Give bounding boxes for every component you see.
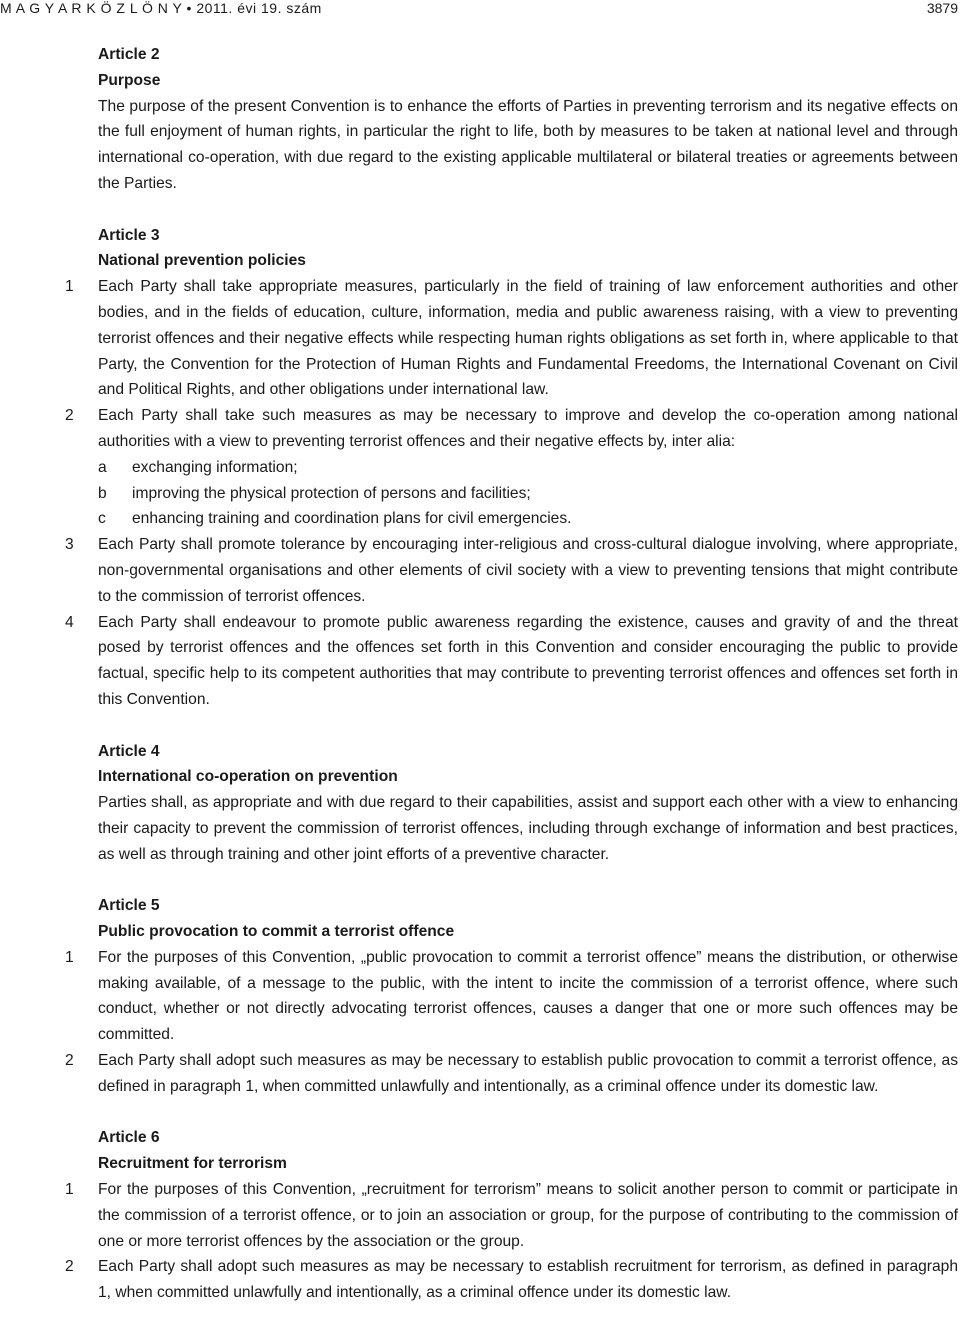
paragraph-number: 1 <box>65 1181 74 1199</box>
header-bullet: • <box>186 0 192 16</box>
paragraph-1 <box>65 1177 958 1254</box>
paragraph-text: Each Party shall promote tolerance by encouraging inter-religious and cross-cultural dialogue involving, where appropriate, non-governmental organisations and other elements of civil society with a view to preventing tensions that might contribute to the commission of terrorist offences. <box>98 536 958 605</box>
article-6 <box>65 1125 958 1306</box>
article-2 <box>98 42 958 197</box>
subitem-b <box>98 481 958 507</box>
paragraph-text: Each Party shall endeavour to promote public awareness regarding the existence, causes and gravity of and the threat posed by terrorist offences and the offences set forth in this Convention and consider encouraging the public to provide factual, specific help to its competent authorities that may contribute to preventing terrorist offences and offences set forth in this Convention. <box>98 613 958 708</box>
paragraph-2 <box>65 1254 958 1306</box>
paragraph-number: 2 <box>65 407 74 425</box>
paragraph-2 <box>65 403 958 455</box>
article-number: Article 5 <box>98 897 160 915</box>
article-title: National prevention policies <box>98 252 306 270</box>
document-body <box>65 42 958 1332</box>
paragraph-text: For the purposes of this Convention, „public provocation to commit a terrorist offence” means the distribution, or otherwise making available, of a message to the public, with the intent to incite the commission of a terrorist offence, where such conduct, whether or not directly advocating terrorist offences, causes a danger that one or more such offences may be committed. <box>98 948 958 1044</box>
paragraph-1 <box>65 945 958 1048</box>
paragraph-number: 2 <box>65 1052 74 1070</box>
paragraph-number: 4 <box>65 613 74 631</box>
journal-name: M A G Y A R K Ö Z L Ö N Y <box>0 0 183 16</box>
paragraph-text: Each Party shall take such measures as may be necessary to improve and develop the co-operation among national authorities with a view to preventing terrorist offences and their negative effects by, inter alia: <box>98 407 958 450</box>
subitem-a <box>98 455 958 481</box>
paragraph-text: For the purposes of this Convention, „recruitment for terrorism” means to solicit another person to commit or participate in the commission of a terrorist offence, or to join an association or group, for the purpose of contributing to the commission of one or more terrorist offences by the association or the group. <box>98 1181 958 1250</box>
article-text: Parties shall, as appropriate and with due regard to their capabilities, assist and support each other with a view to enhancing their capacity to prevent the commission of terrorist offences, including through exchange of information and best practices, as well as through training and other joint efforts of a preventive character. <box>98 794 958 863</box>
paragraph-1 <box>65 274 958 403</box>
issue-label: 2011. évi 19. szám <box>196 0 322 16</box>
subitem-c <box>98 506 958 532</box>
paragraph-2 <box>65 1048 958 1100</box>
subitem-text: improving the physical protection of persons and facilities; <box>132 484 531 502</box>
running-head <box>0 0 322 16</box>
article-number: Article 3 <box>98 226 160 244</box>
article-text: The purpose of the present Convention is to enhance the efforts of Parties in preventing terrorism and its negative effects on the full enjoyment of human rights, in particular the right to life, both by measures to be taken at national level and through international co-operation, with due regard to the existing applicable multilateral or bilateral treaties or agreements between the Parties. <box>98 97 958 192</box>
article-title: Recruitment for terrorism <box>98 1155 287 1173</box>
paragraph-number: 3 <box>65 536 74 554</box>
subitem-letter: c <box>98 510 106 528</box>
article-number: Article 2 <box>98 46 160 63</box>
article-5 <box>65 893 958 1099</box>
article-number: Article 4 <box>98 742 160 760</box>
article-title: Public provocation to commit a terrorist offence <box>98 923 455 941</box>
article-number: Article 6 <box>98 1129 160 1147</box>
subitem-text: enhancing training and coordination plans for civil emergencies. <box>132 510 572 528</box>
subitem-letter: b <box>98 484 107 502</box>
paragraph-text: Each Party shall take appropriate measures, particularly in the field of training of law enforcement authorities and other bodies, and in the fields of education, culture, information, media and public awareness raising, with a view to preventing terrorist offences and their negative effects while respecting human rights obligations as set forth in, where applicable to that Party, the Convention for the Protection of Human Rights and Fundamental Freedoms, the International Covenant on Civil and Political Rights, and other obligations under international law. <box>98 278 958 399</box>
paragraph-text: Each Party shall adopt such measures as may be necessary to establish recruitment for terrorism, as defined in paragraph 1, when committed unlawfully and intentionally, as a criminal offence under its domestic law. <box>98 1258 958 1302</box>
article-title: Purpose <box>98 71 161 89</box>
article-3 <box>65 223 958 713</box>
paragraph-4 <box>65 610 958 713</box>
page-number: 3879 <box>926 0 958 16</box>
paragraph-number: 1 <box>65 948 74 966</box>
paragraph-3 <box>65 532 958 609</box>
subitem-letter: a <box>98 458 107 476</box>
article-4 <box>98 739 958 868</box>
paragraph-number: 2 <box>65 1258 74 1276</box>
paragraph-number: 1 <box>65 278 74 296</box>
article-title: International co-operation on prevention <box>98 768 398 786</box>
paragraph-text: Each Party shall adopt such measures as may be necessary to establish public provocation to commit a terrorist offence, as defined in paragraph 1, when committed unlawfully and intentionally, as a criminal offence under its domestic law. <box>98 1052 958 1095</box>
page-header <box>0 0 960 22</box>
subitem-text: exchanging information; <box>132 458 298 476</box>
